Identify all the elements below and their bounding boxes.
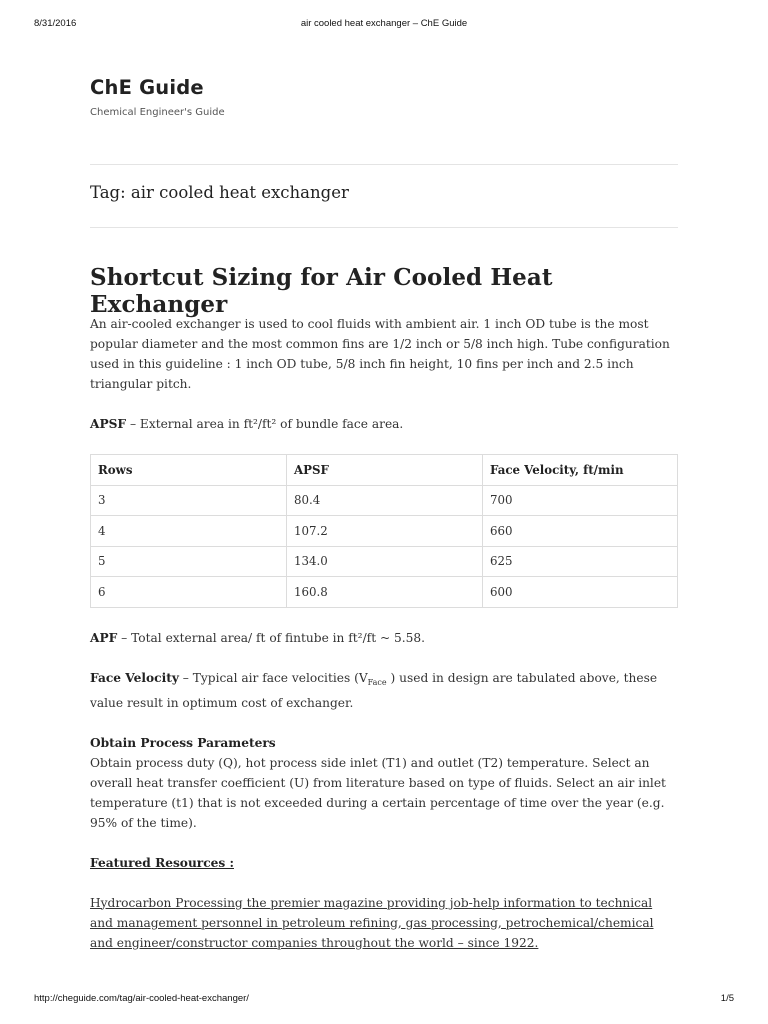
table-cell: 107.2	[287, 516, 483, 547]
table-cell: 3	[91, 485, 287, 516]
table-cell: 6	[91, 577, 287, 608]
col-header-apsf: APSF	[287, 455, 483, 486]
table-cell: 600	[483, 577, 678, 608]
print-footer	[0, 993, 768, 1005]
header-divider	[90, 164, 678, 165]
table-row	[91, 577, 678, 608]
hydrocarbon-processing-link[interactable]: Hydrocarbon Processing the premier magazine providing job-help information to technical and management personnel in petroleum refining, gas processing, petrochemical/chemical and engineer/constructor companies throughout the world – since 1922.	[90, 895, 654, 950]
resource-paragraph	[90, 893, 678, 953]
face-subscript: Face	[367, 677, 387, 687]
table-cell: 625	[483, 546, 678, 577]
process-heading: Obtain Process Parameters	[90, 735, 276, 750]
apsf-table	[90, 454, 678, 608]
process-text: Obtain process duty (Q), hot process side inlet (T1) and outlet (T2) temperature. Select an overall heat transfer coefficient (U) from literature based on type of fluids. Select an air inlet temperature (t1) that is not exceeded during a certain percentage of time over the year (e.g. 95% of the time).	[90, 755, 666, 830]
process-parameters	[90, 733, 678, 833]
apf-text: – Total external area/ ft of fintube in ft²/ft ~ 5.58.	[117, 630, 426, 645]
table-cell: 5	[91, 546, 287, 577]
featured-resources-link[interactable]: Featured Resources :	[90, 855, 234, 870]
print-doc-title: air cooled heat exchanger – ChE Guide	[300, 18, 468, 29]
archive-divider	[90, 227, 678, 228]
col-header-rows: Rows	[91, 455, 287, 486]
col-header-face-velocity: Face Velocity, ft/min	[483, 455, 678, 486]
site-tagline: Chemical Engineer's Guide	[90, 107, 225, 118]
face-velocity-text-b: ) used in design are tabulated above, these value result in optimum cost of exchanger.	[90, 670, 658, 710]
apsf-text: – External area in ft²/ft² of bundle face area.	[126, 417, 404, 431]
table-cell: 160.8	[287, 577, 483, 608]
intro-paragraph: An air-cooled exchanger is used to cool fluids with ambient air. 1 inch OD tube is the most popular diameter and the most common fins are 1/2 inch or 5/8 inch high. Tube configuration used in this guideline : 1 inch OD tube, 5/8 inch fin height, 10 fins per inch and 2.5 inch triangular pitch.	[90, 317, 670, 391]
table-cell: 700	[483, 485, 678, 516]
print-page-number: 1/5	[720, 993, 734, 1004]
table-row	[91, 546, 678, 577]
post-body	[90, 314, 678, 953]
face-velocity-definition	[90, 668, 678, 713]
print-url: http://cheguide.com/tag/air-cooled-heat-exchanger/	[34, 993, 249, 1004]
table-cell: 134.0	[287, 546, 483, 577]
print-header	[0, 18, 768, 30]
print-date: 8/31/2016	[34, 18, 77, 29]
table-cell: 80.4	[287, 485, 483, 516]
table-cell: 4	[91, 516, 287, 547]
face-velocity-text-a: – Typical air face velocities (V	[178, 670, 368, 685]
apf-term: APF	[90, 630, 118, 645]
table-header-row	[91, 455, 678, 486]
table-row	[91, 485, 678, 516]
site-title-link[interactable]: ChE Guide	[90, 76, 204, 99]
face-velocity-term: Face Velocity	[90, 670, 179, 685]
archive-heading: Tag: air cooled heat exchanger	[90, 183, 349, 202]
post-title-link[interactable]: Shortcut Sizing for Air Cooled Heat Exchanger	[90, 264, 553, 318]
table-row	[91, 516, 678, 547]
featured-resources	[90, 853, 678, 873]
apsf-definition	[90, 414, 678, 434]
apsf-term: APSF	[90, 417, 127, 431]
table-cell: 660	[483, 516, 678, 547]
apf-definition	[90, 628, 678, 648]
